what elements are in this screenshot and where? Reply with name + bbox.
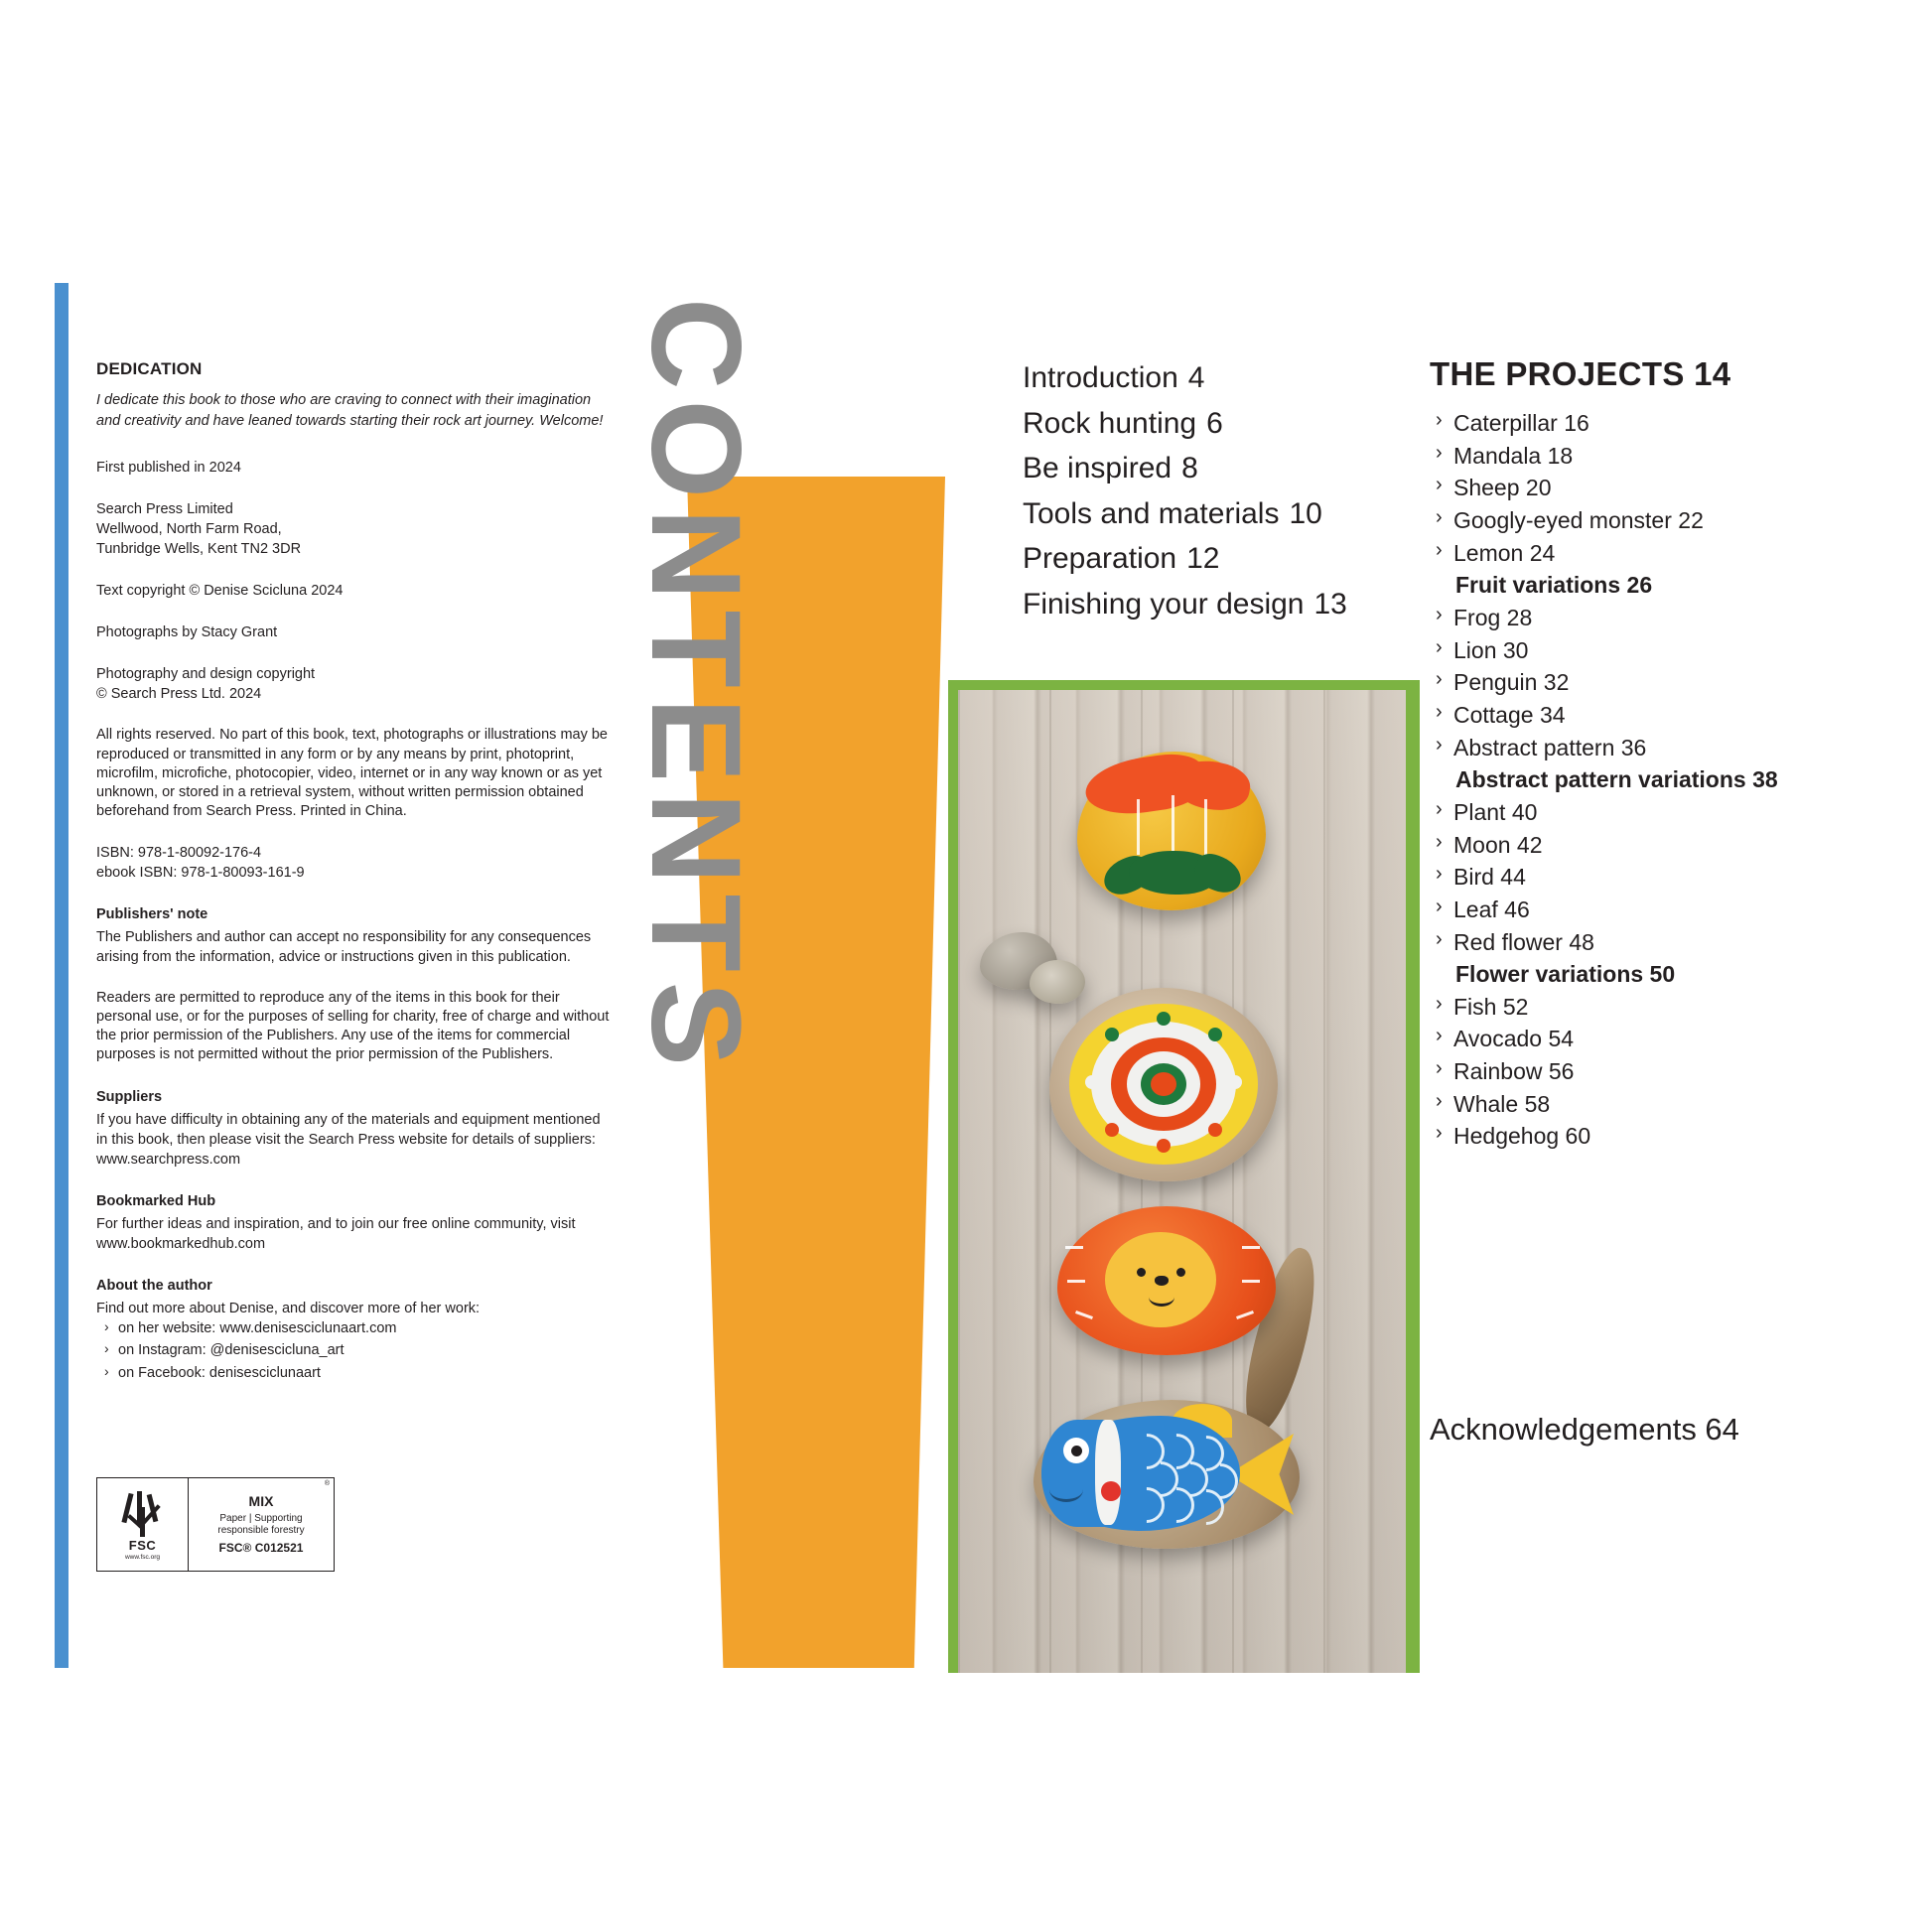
toc-page: 13	[1313, 587, 1347, 621]
projects-list	[1430, 407, 1866, 1153]
project-item-red-flower[interactable]: › Red flower 48	[1430, 926, 1866, 959]
bookmarked-hub-heading: Bookmarked Hub	[96, 1192, 216, 1209]
dedication-text: I dedicate this book to those who are craving to connect with their imagination and creativity and have leaned towards starting their rock art journey. Welcome!	[96, 392, 604, 430]
toc-page: 8	[1181, 452, 1198, 485]
toc-page: 6	[1206, 406, 1223, 440]
blue-accent-bar	[55, 283, 69, 1668]
suppliers-text: If you have difficulty in obtaining any of the materials and equipment mentioned in this book, then please visit the Search Press website for details of suppliers: www.searchpress.com	[96, 1111, 601, 1168]
bookmarked-hub-text: For further ideas and inspiration, and to join our free online community, visit www.bookmarkedhub.com	[96, 1215, 576, 1252]
ebook-isbn: ebook ISBN: 978-1-80093-161-9	[96, 865, 305, 882]
acknowledgements-entry[interactable]: Acknowledgements 64	[1430, 1412, 1739, 1447]
publishers-note-heading: Publishers' note	[96, 906, 208, 923]
toc-entry-be-inspired[interactable]	[1023, 448, 1440, 490]
about-author-block	[96, 1276, 613, 1384]
photo-design-copyright-line-2: © Search Press Ltd. 2024	[96, 686, 262, 703]
suppliers-heading: Suppliers	[96, 1088, 163, 1105]
project-item-bird[interactable]: › Bird 44	[1430, 861, 1866, 894]
about-author-links	[96, 1318, 613, 1384]
project-item-whale[interactable]: › Whale 58	[1430, 1088, 1866, 1121]
toc-label: Finishing your design	[1023, 587, 1305, 621]
project-item-moon[interactable]: › Moon 42	[1430, 829, 1866, 862]
about-link-instagram[interactable]: › on Instagram: @denisescicluna_art	[96, 1340, 613, 1361]
toc-entry-rock-hunting[interactable]	[1023, 403, 1440, 446]
fsc-logo-name: FSC	[128, 1537, 157, 1553]
painted-rock-fish	[1034, 1400, 1300, 1549]
painted-rocks-photo	[948, 680, 1420, 1673]
publisher-line-2: Wellwood, North Farm Road,	[96, 521, 282, 538]
text-copyright: Text copyright © Denise Scicluna 2024	[96, 583, 344, 600]
project-item-flower-variations[interactable]: Flower variations 50	[1455, 961, 1676, 988]
project-item-plant[interactable]: › Plant 40	[1430, 796, 1866, 829]
toc-label: Be inspired	[1023, 452, 1173, 485]
project-item-mandala[interactable]: › Mandala 18	[1430, 440, 1866, 473]
toc-page: 10	[1289, 496, 1322, 530]
project-item-cottage[interactable]: › Cottage 34	[1430, 699, 1866, 732]
suppliers-block	[96, 1087, 613, 1170]
photographs-credit: Photographs by Stacy Grant	[96, 624, 278, 641]
fsc-mix-panel	[189, 1478, 334, 1571]
toc-label: Tools and materials	[1023, 496, 1280, 530]
toc-label: Introduction	[1023, 361, 1178, 394]
project-item-penguin[interactable]: › Penguin 32	[1430, 666, 1866, 699]
fsc-certification-logo	[96, 1477, 335, 1572]
fsc-code: FSC® C012521	[218, 1541, 304, 1556]
project-item-lemon[interactable]: › Lemon 24	[1430, 537, 1866, 570]
rights-reserved-text: All rights reserved. No part of this book, text, photographs or illustrations may be reproduced or transmitted in any form or by any means by print, photoprint, microfilm, microfiche, photocopier, video, internet or in any way known or as yet unknown, or stored in a retrieval system, without written permission obtained beforehand from Search Press. Printed in China.	[96, 727, 608, 819]
toc-label: Preparation	[1023, 542, 1177, 576]
project-item-leaf[interactable]: › Leaf 46	[1430, 894, 1866, 926]
first-published: First published in 2024	[96, 460, 241, 477]
dedication-heading: DEDICATION	[96, 359, 203, 378]
project-item-lion[interactable]: › Lion 30	[1430, 634, 1866, 667]
registered-mark: ®	[324, 1480, 330, 1487]
project-item-fish[interactable]: › Fish 52	[1430, 991, 1866, 1024]
painted-rock-flower	[1077, 752, 1266, 910]
publishers-note-text: The Publishers and author can accept no responsibility for any consequences arising from the information, advice or instructions given in this publication.	[96, 929, 592, 966]
project-item-abstract-pattern-variations[interactable]: Abstract pattern variations 38	[1455, 766, 1778, 793]
projects-heading: THE PROJECTS 14	[1430, 355, 1731, 392]
photo-design-copyright	[96, 664, 613, 704]
about-author-heading: About the author	[96, 1277, 212, 1294]
project-item-avocado[interactable]: › Avocado 54	[1430, 1023, 1866, 1055]
about-link-facebook[interactable]: › on Facebook: denisesciclunaart	[96, 1363, 613, 1384]
isbn: ISBN: 978-1-80092-176-4	[96, 845, 262, 862]
toc-page: 12	[1186, 542, 1220, 576]
fsc-mix-line-1: Paper | Supporting	[219, 1513, 303, 1525]
toc-entry-preparation[interactable]	[1023, 538, 1440, 581]
toc-entry-tools-and-materials[interactable]	[1023, 493, 1440, 536]
fsc-tree-checkmark-icon	[123, 1491, 163, 1537]
project-item-caterpillar[interactable]: › Caterpillar 16	[1430, 407, 1866, 440]
fsc-mix-line-2: responsible forestry	[217, 1525, 305, 1537]
publishers-note	[96, 904, 613, 967]
contents-vertical-title: CONTENTS	[624, 298, 766, 1076]
toc-entry-introduction[interactable]	[1023, 357, 1440, 400]
about-link-website[interactable]: › on her website: www.denisesciclunaart.com	[96, 1318, 613, 1339]
publisher-line-3: Tunbridge Wells, Kent TN2 3DR	[96, 541, 302, 558]
isbn-block	[96, 843, 613, 883]
project-item-hedgehog[interactable]: › Hedgehog 60	[1430, 1120, 1866, 1153]
projects-contents-list	[1430, 355, 1866, 1153]
project-item-fruit-variations[interactable]: Fruit variations 26	[1455, 572, 1653, 599]
bookmarked-hub-block	[96, 1191, 613, 1254]
photo-design-copyright-line-1: Photography and design copyright	[96, 666, 316, 683]
project-item-abstract-pattern[interactable]: › Abstract pattern 36	[1430, 732, 1866, 764]
publisher-address	[96, 499, 613, 559]
toc-entry-finishing-your-design[interactable]	[1023, 584, 1440, 626]
painted-rock-mandala	[1049, 988, 1278, 1181]
fsc-mix-title: MIX	[248, 1493, 274, 1510]
about-author-text: Find out more about Denise, and discover more of her work:	[96, 1300, 481, 1316]
plain-pebble-small	[1030, 960, 1085, 1004]
toc-label: Rock hunting	[1023, 406, 1197, 440]
publisher-line-1: Search Press Limited	[96, 501, 233, 518]
project-item-googly-eyed-monster[interactable]: › Googly-eyed monster 22	[1430, 504, 1866, 537]
toc-page: 4	[1187, 361, 1205, 394]
fsc-mark	[97, 1478, 189, 1571]
readers-permitted-text: Readers are permitted to reproduce any of the items in this book for their personal use, or for the purposes of selling for charity, free of charge and without the prior permission of the Publishers. Any use of the items for commercial purposes is not permitted without the prior permission of the Publishers.	[96, 990, 610, 1063]
project-item-rainbow[interactable]: › Rainbow 56	[1430, 1055, 1866, 1088]
front-matter-contents-list	[1023, 357, 1440, 629]
imprint-column	[96, 357, 613, 1405]
project-item-frog[interactable]: › Frog 28	[1430, 602, 1866, 634]
fsc-logo-url: www.fsc.org	[124, 1553, 161, 1561]
project-item-sheep[interactable]: › Sheep 20	[1430, 472, 1866, 504]
